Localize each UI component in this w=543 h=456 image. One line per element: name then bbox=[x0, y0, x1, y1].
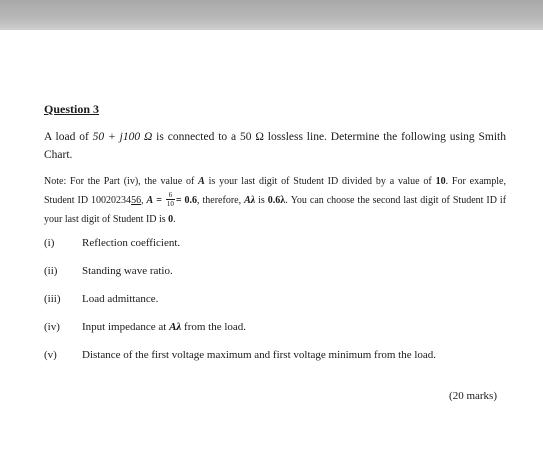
question-note bbox=[44, 172, 506, 229]
part-label: (ii) bbox=[44, 265, 58, 277]
load-impedance: 50 + j100 Ω bbox=[92, 131, 153, 143]
list-item bbox=[44, 264, 514, 292]
line-impedance: 50 Ω bbox=[240, 131, 264, 143]
note-text-2: is your last digit of Student ID divided by a value of bbox=[204, 176, 436, 187]
note-digit: 56 bbox=[131, 195, 142, 206]
part-label: (iv) bbox=[44, 321, 60, 333]
note-text-5: , therefore, bbox=[197, 195, 245, 206]
list-item bbox=[44, 292, 514, 320]
document-page bbox=[0, 30, 543, 456]
intro-text-3: lossless line. Determine the following using Smith Chart. bbox=[44, 131, 506, 161]
marks-label: (20 marks) bbox=[449, 390, 497, 402]
note-a-eq: A bbox=[146, 195, 154, 206]
question-title: Question 3 bbox=[44, 102, 100, 116]
part-text-after: from the load. bbox=[181, 321, 247, 333]
note-text-1: Note: For the Part (iv), the value of bbox=[44, 176, 199, 187]
part-text-a-lambda: Aλ bbox=[169, 321, 182, 333]
note-fraction bbox=[166, 191, 175, 208]
part-label: (i) bbox=[44, 237, 55, 249]
question-parts-list bbox=[44, 236, 514, 376]
intro-text-1: A load of bbox=[44, 131, 93, 143]
part-label: (iii) bbox=[44, 293, 61, 305]
note-zero: 0 bbox=[168, 214, 174, 225]
fraction-denominator: 10 bbox=[166, 200, 174, 209]
list-item bbox=[44, 320, 514, 348]
note-a-lambda: Aλ bbox=[244, 195, 256, 206]
part-text: Standing wave ratio. bbox=[82, 265, 173, 277]
intro-text-2: is connected to a bbox=[152, 131, 240, 143]
note-text-4: , bbox=[141, 195, 147, 206]
note-text-8: . bbox=[173, 214, 176, 225]
part-text bbox=[82, 320, 246, 334]
part-text: Distance of the first voltage maximum and first voltage minimum from the load. bbox=[82, 349, 437, 361]
note-val-lambda: 0.6λ bbox=[267, 195, 286, 206]
note-var-a: A bbox=[198, 176, 205, 187]
note-text-7: . You can choose the second last digit of Student ID if your last digit of Student ID is bbox=[44, 195, 507, 225]
fraction-numerator: 6 bbox=[166, 191, 175, 200]
part-text-before: Input impedance at bbox=[82, 321, 170, 333]
note-ten: 10 bbox=[435, 176, 446, 187]
note-text-3: . For example, Student ID 10020234 bbox=[44, 176, 507, 206]
part-label: (v) bbox=[44, 349, 57, 361]
list-item bbox=[44, 236, 514, 264]
window-top-bar bbox=[0, 0, 543, 30]
note-text-6: is bbox=[255, 195, 268, 206]
question-intro bbox=[44, 128, 506, 164]
list-item bbox=[44, 348, 514, 376]
part-text: Reflection coefficient. bbox=[82, 237, 181, 249]
note-value: = 0.6 bbox=[175, 195, 198, 206]
part-text: Load admittance. bbox=[82, 293, 159, 305]
note-equals: = bbox=[153, 195, 165, 206]
